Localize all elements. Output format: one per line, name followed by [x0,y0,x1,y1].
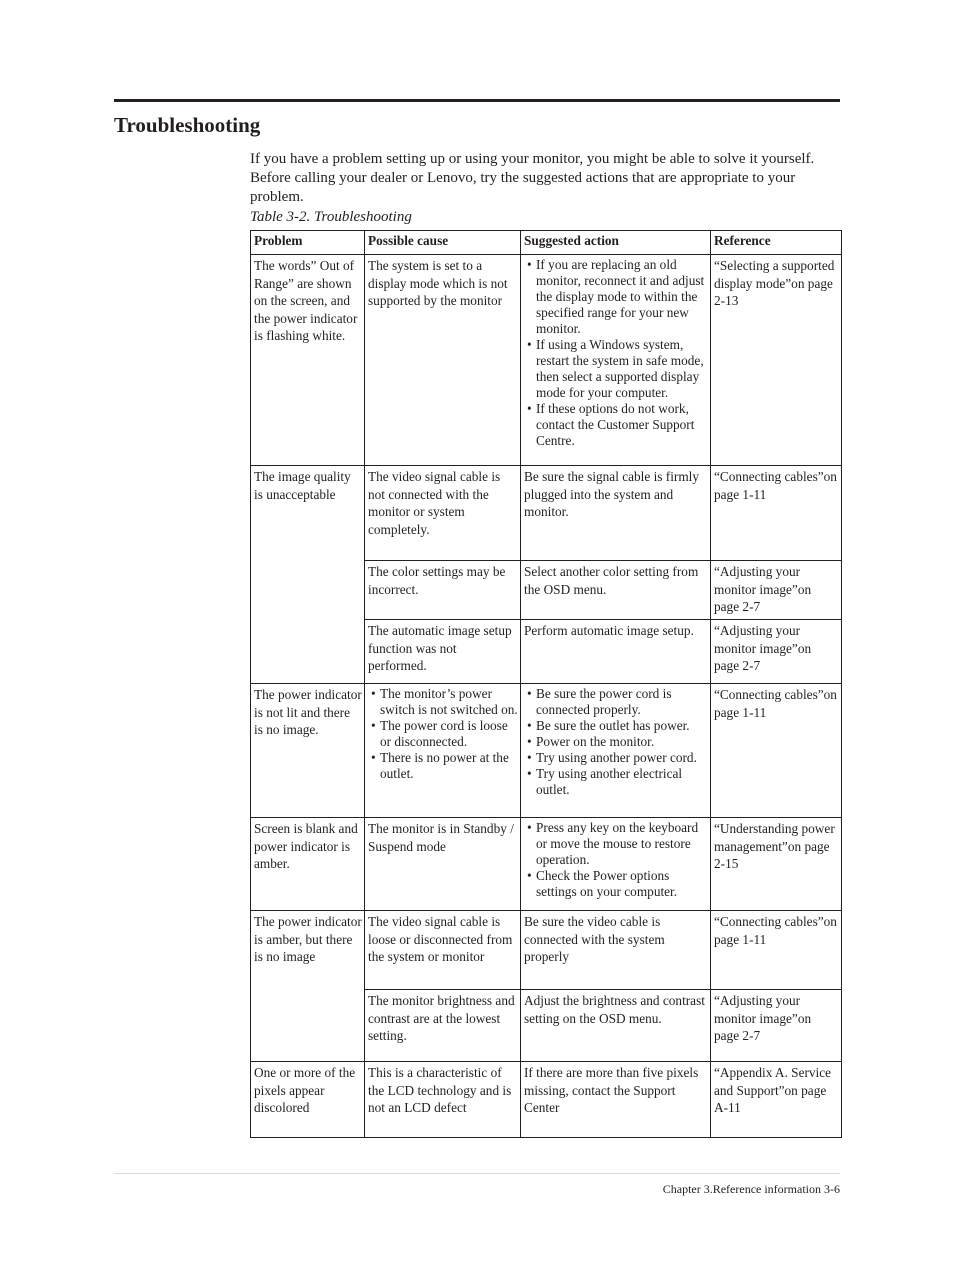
header-problem: Problem [251,231,365,255]
list-item: • If using a Windows system, restart the system in safe mode, then select a supported display mode for your computer. [524,337,708,401]
cause-cell: The system is set to a display mode which is not supported by the monitor [365,255,521,466]
header-possible-cause: Possible cause [365,231,521,255]
action-list [524,257,708,449]
reference-cell: “Adjusting your monitor image”on page 2-7 [711,561,842,620]
header-reference: Reference [711,231,842,255]
list-item: • Power on the monitor. [524,734,708,750]
list-item: • Be sure the power cord is connected properly. [524,686,708,718]
cause-list [368,686,518,782]
action-cell: Select another color setting from the OSD menu. [521,561,711,620]
reference-cell: “Selecting a supported display mode”on page 2-13 [711,255,842,466]
cause-cell: The video signal cable is not connected with the monitor or system completely. [365,466,521,561]
list-item: • The power cord is loose or disconnected. [368,718,518,750]
problem-cell: Screen is blank and power indicator is amber. [251,818,365,911]
table-row [251,684,842,818]
action-list [524,686,708,798]
table-row [251,255,842,466]
intro-paragraph: If you have a problem setting up or using your monitor, you might be able to solve it yourself. Before calling your dealer or Lenovo, try the suggested actions that are appropriate to your problem. [250,151,815,205]
list-item: • The monitor’s power switch is not switched on. [368,686,518,718]
troubleshooting-table [250,230,842,1138]
list-item: • Check the Power options settings on your computer. [524,868,708,900]
table-row [251,466,842,561]
action-cell [521,818,711,911]
table-caption: Table 3-2. Troubleshooting [250,209,412,225]
list-item: • Press any key on the keyboard or move the mouse to restore operation. [524,820,708,868]
page-footer: Chapter 3.Reference information 3-6 [662,1182,840,1196]
action-cell: Be sure the signal cable is firmly plugged into the system and monitor. [521,466,711,561]
reference-cell: “Connecting cables”on page 1-11 [711,466,842,561]
list-item: • Be sure the outlet has power. [524,718,708,734]
cause-cell: The monitor brightness and contrast are at the lowest setting. [365,990,521,1062]
reference-cell: “Adjusting your monitor image”on page 2-7 [711,620,842,684]
cause-cell [365,684,521,818]
cause-cell: This is a characteristic of the LCD technology and is not an LCD defect [365,1062,521,1138]
action-list [524,820,708,900]
problem-cell: The power indicator is not lit and there is no image. [251,684,365,818]
reference-cell: “Adjusting your monitor image”on page 2-7 [711,990,842,1062]
header-suggested-action: Suggested action [521,231,711,255]
title-rule [114,99,840,102]
list-item: • Try using another power cord. [524,750,708,766]
problem-cell: The image quality is unacceptable [251,466,365,684]
action-cell: Adjust the brightness and contrast setting on the OSD menu. [521,990,711,1062]
reference-cell: “Appendix A. Service and Support”on page A-11 [711,1062,842,1138]
list-item: • There is no power at the outlet. [368,750,518,782]
reference-cell: “Connecting cables”on page 1-11 [711,684,842,818]
table-row [251,911,842,990]
footer-rule [114,1173,840,1174]
problem-cell: One or more of the pixels appear discolored [251,1062,365,1138]
table-row [251,1062,842,1138]
problem-cell: The power indicator is amber, but there is no image [251,911,365,1062]
cause-cell: The video signal cable is loose or disconnected from the system or monitor [365,911,521,990]
action-cell: Perform automatic image setup. [521,620,711,684]
list-item: • If these options do not work, contact the Customer Support Centre. [524,401,708,449]
cause-cell: The color settings may be incorrect. [365,561,521,620]
list-item: • If you are replacing an old monitor, reconnect it and adjust the display mode to within the specified range for your new monitor. [524,257,708,337]
table-row [251,818,842,911]
list-item: • Try using another electrical outlet. [524,766,708,798]
action-cell [521,684,711,818]
reference-cell: “Understanding power management”on page 2-15 [711,818,842,911]
cause-cell: The automatic image setup function was not performed. [365,620,521,684]
action-cell: Be sure the video cable is connected with the system properly [521,911,711,990]
action-cell [521,255,711,466]
page-title: Troubleshooting [114,113,261,137]
cause-cell: The monitor is in Standby / Suspend mode [365,818,521,911]
problem-cell: The words” Out of Range” are shown on the screen, and the power indicator is flashing white. [251,255,365,466]
reference-cell: “Connecting cables”on page 1-11 [711,911,842,990]
table-header-row [251,231,842,255]
action-cell: If there are more than five pixels missing, contact the Support Center [521,1062,711,1138]
